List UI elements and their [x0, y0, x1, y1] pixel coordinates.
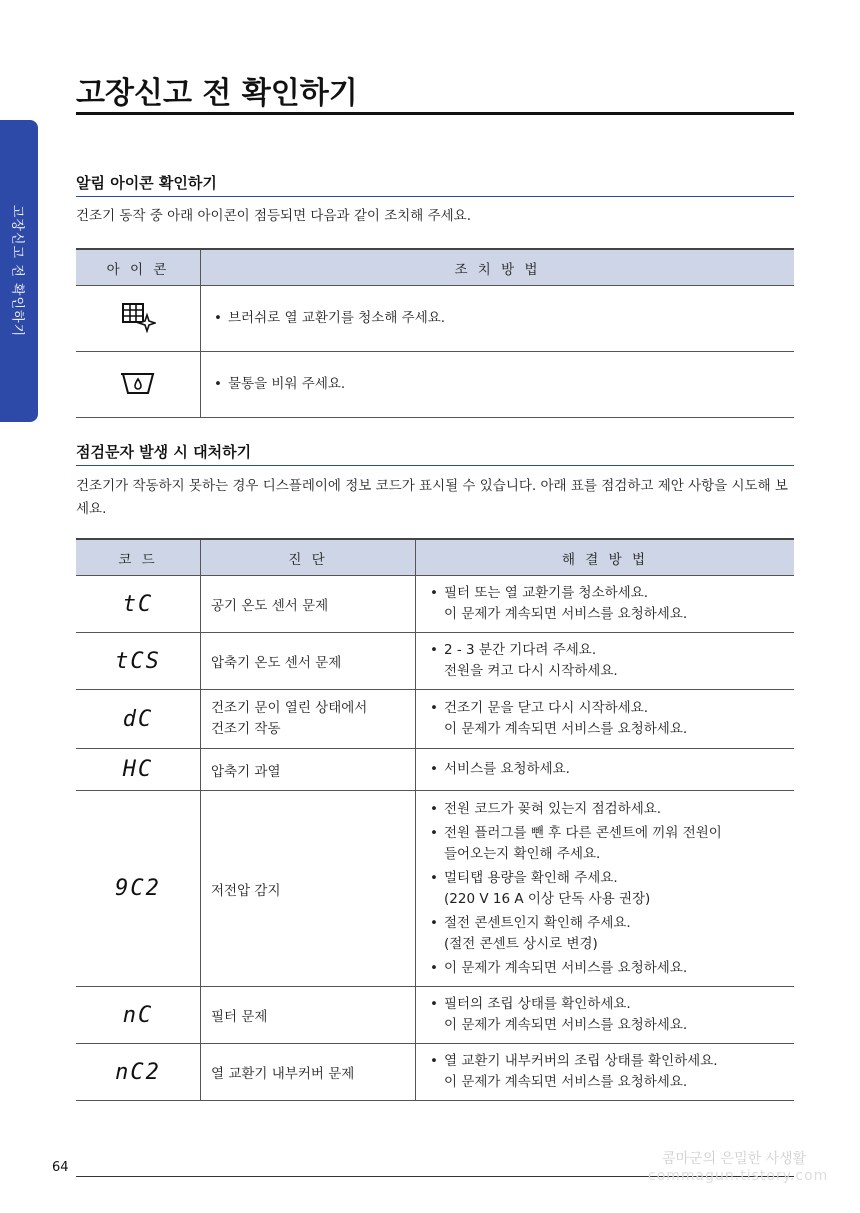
solution-item: • 서비스를 요청하세요. [426, 759, 793, 780]
diagnosis-text: 압축기 온도 센서 문제 [211, 655, 342, 671]
action-cell [201, 352, 795, 418]
header-solution: 해 결 방 법 [416, 539, 795, 576]
diagnosis-cell [201, 576, 416, 633]
table-row [76, 286, 794, 352]
diagnosis-text: 건조기 작동 [211, 721, 281, 737]
table-row [76, 633, 794, 690]
icon-cell [76, 352, 201, 418]
solution-cell [416, 987, 795, 1044]
table-row [76, 1044, 794, 1101]
diagnosis-text: 압축기 과열 [211, 763, 281, 780]
solution-item: • 2 - 3 분간 기다려 주세요. 전원을 켜고 다시 시작하세요. [426, 640, 793, 682]
error-code: dC [76, 690, 201, 749]
header-icon: 아 이 콘 [76, 249, 201, 286]
header-diagnosis: 진 단 [201, 539, 416, 576]
diagnosis-cell [201, 987, 416, 1044]
solution-cell [416, 1044, 795, 1101]
error-code: nC [76, 987, 201, 1044]
icon-cell [76, 286, 201, 352]
error-code: HC [76, 749, 201, 791]
diagnosis-cell [201, 633, 416, 690]
header-action: 조 치 방 법 [201, 249, 795, 286]
page-title: 고장신고 전 확인하기 [76, 76, 358, 111]
table-row [76, 791, 794, 987]
diagnosis-cell [201, 791, 416, 987]
diagnosis-text: 건조기 문이 열린 상태에서 [211, 700, 368, 716]
table-header-row [76, 249, 794, 286]
title-divider [76, 112, 794, 115]
solution-cell [416, 791, 795, 987]
action-cell [201, 286, 795, 352]
action-text: • 브러쉬로 열 교환기를 청소해 주세요. [210, 308, 793, 329]
solution-item: • 열 교환기 내부커버의 조립 상태를 확인하세요. 이 문제가 계속되면 서비스를 요청하세요. [426, 1051, 793, 1093]
watermark-line1: 콤마군의 은밀한 사생활 [662, 1151, 807, 1167]
solution-cell [416, 576, 795, 633]
action-text: • 물통을 비워 주세요. [210, 374, 793, 395]
diagnosis-text: 열 교환기 내부커버 문제 [211, 1066, 355, 1082]
section2-intro: 건조기가 작동하지 못하는 경우 디스플레이에 정보 코드가 표시될 수 있습니다. 아래 표를 점검하고 제안 사항을 시도해 보세요. [76, 478, 788, 517]
section1-divider [76, 196, 794, 197]
table-row [76, 987, 794, 1044]
error-code: tC [76, 576, 201, 633]
alert-icon-table [76, 248, 794, 418]
error-code-table [76, 538, 794, 1101]
error-code: 9C2 [76, 791, 201, 987]
error-code: nC2 [76, 1044, 201, 1101]
header-code: 코 드 [76, 539, 201, 576]
solution-cell [416, 633, 795, 690]
diagnosis-cell [201, 749, 416, 791]
section2-divider [76, 465, 794, 466]
solution-item: • 전원 플러그를 뺀 후 다른 콘센트에 끼워 전원이 들어오는지 확인해 주세요. [426, 823, 793, 865]
table-row [76, 690, 794, 749]
section2-heading: 점검문자 발생 시 대처하기 [76, 443, 252, 461]
solution-cell [416, 690, 795, 749]
watermark-line2: commagun.tistory.com [648, 1168, 829, 1184]
section1-heading: 알림 아이콘 확인하기 [76, 174, 217, 192]
table-header-row [76, 539, 794, 576]
diagnosis-cell [201, 1044, 416, 1101]
solution-item: • 전원 코드가 꽂혀 있는지 점검하세요. [426, 799, 793, 820]
diagnosis-text: 저전압 감지 [211, 882, 281, 899]
table-row [76, 749, 794, 791]
solution-item: • 건조기 문을 닫고 다시 시작하세요. 이 문제가 계속되면 서비스를 요청하세요. [426, 698, 793, 740]
table-row [76, 352, 794, 418]
solution-item: • 필터의 조립 상태를 확인하세요. 이 문제가 계속되면 서비스를 요청하세요. [426, 994, 793, 1036]
section1-intro: 건조기 동작 중 아래 아이콘이 점등되면 다음과 같이 조치해 주세요. [76, 208, 472, 224]
diagnosis-text: 공기 온도 센서 문제 [211, 598, 329, 614]
side-chapter-tab [0, 120, 38, 422]
solution-cell [416, 749, 795, 791]
solution-item: • 이 문제가 계속되면 서비스를 요청하세요. [426, 958, 793, 979]
diagnosis-text: 필터 문제 [211, 1009, 268, 1025]
solution-item: • 필터 또는 열 교환기를 청소하세요. 이 문제가 계속되면 서비스를 요청하세요. [426, 583, 793, 625]
water-tank-icon [120, 369, 156, 397]
solution-item: • 멀티탭 용량을 확인해 주세요. (220 V 16 A 이상 단독 사용 권장) [426, 868, 793, 910]
table-row [76, 576, 794, 633]
page-number: 64 [52, 1160, 69, 1175]
heat-exchanger-clean-icon [120, 301, 156, 333]
error-code: tCS [76, 633, 201, 690]
side-tab-label: 고장신고 전 확인하기 [9, 204, 25, 338]
solution-item: • 절전 콘센트인지 확인해 주세요. (절전 콘센트 상시로 변경) [426, 913, 793, 955]
diagnosis-cell [201, 690, 416, 749]
